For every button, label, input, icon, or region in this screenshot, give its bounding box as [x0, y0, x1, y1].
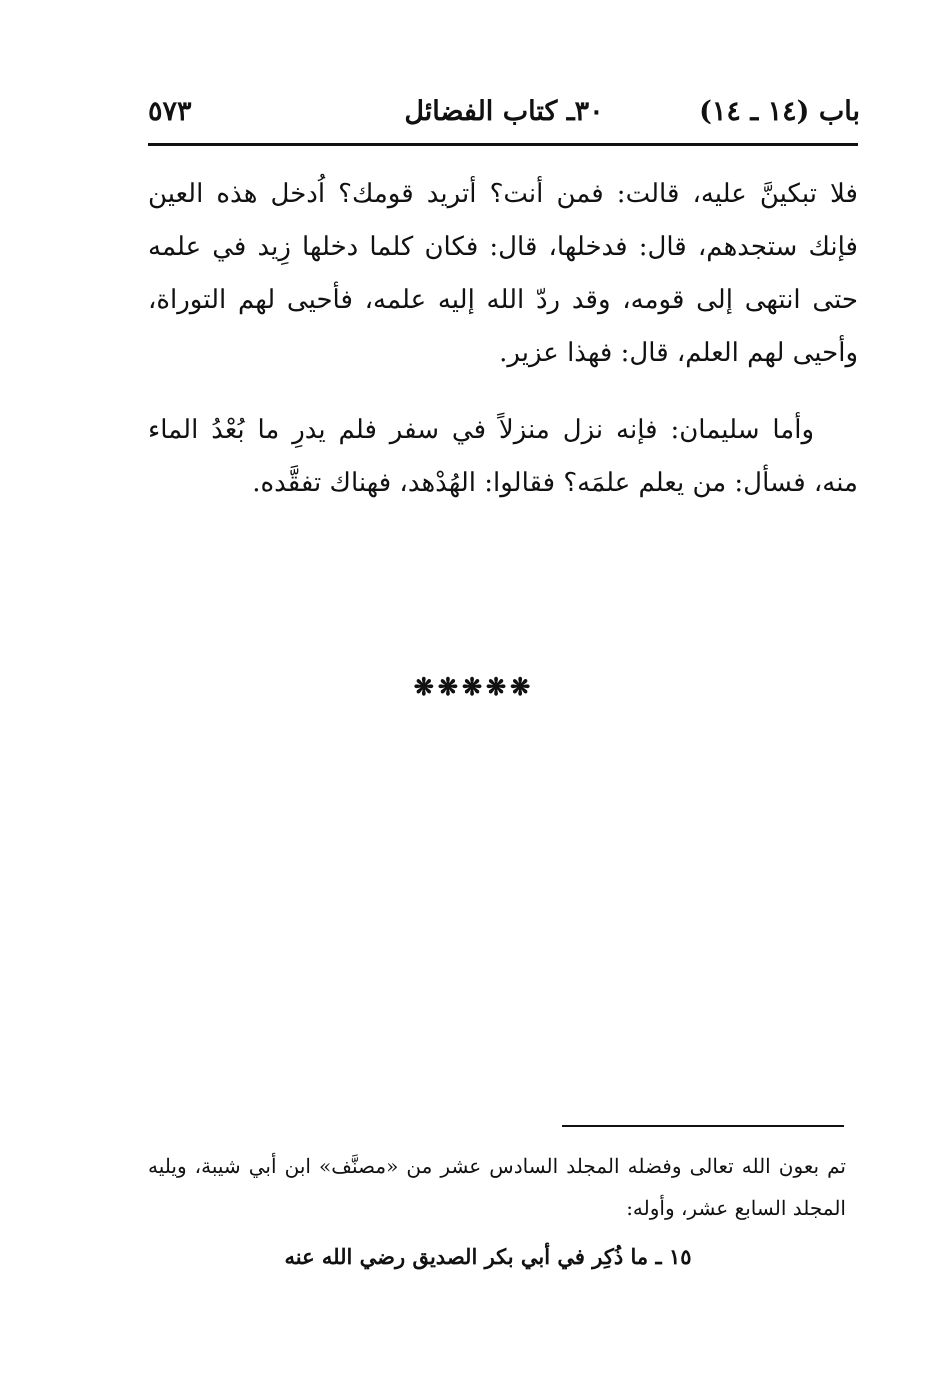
running-header — [148, 92, 860, 132]
chapter-range: باب (١٤ ـ ١٤) — [699, 96, 860, 127]
book-title: ٣٠ـ كتاب الفضائل — [404, 96, 604, 127]
section-separator: ❋❋❋❋❋ — [413, 672, 535, 701]
next-volume-title: ١٥ ـ ما ذُكِر في أبي بكر الصديق رضي الله عنه — [284, 1244, 692, 1269]
footnote-rule — [562, 1125, 844, 1127]
page-number: ٥٧٣ — [148, 96, 192, 127]
body-paragraph-1: فلا تبكينَّ عليه، قالت: فمن أنت؟ أتريد قومك؟ اُدخل هذه العين فإنك ستجدهم، قال: فدخلها، قال: فكان كلما دخلها زِيد في علمه حتى انتهى إلى قومه، وقد ردّ الله إليه علمه، فأحيى لهم التوراة، وأحيى لهم العلم، قال: فهذا عزير. — [148, 179, 858, 368]
header-rule — [148, 143, 858, 146]
closing-note: تم بعون الله تعالى وفضله المجلد السادس عشر من «مصنَّف» ابن أبي شيبة، ويليه المجلد السابع عشر، وأوله: — [148, 1154, 846, 1220]
body-paragraph-2: وأما سليمان: فإنه نزل منزلاً في سفر فلم يدرِ ما بُعْدُ الماء منه، فسأل: من يعلم علمَه؟ فقالوا: الهُدْهد، فهناك تفقَّده. — [148, 415, 858, 498]
